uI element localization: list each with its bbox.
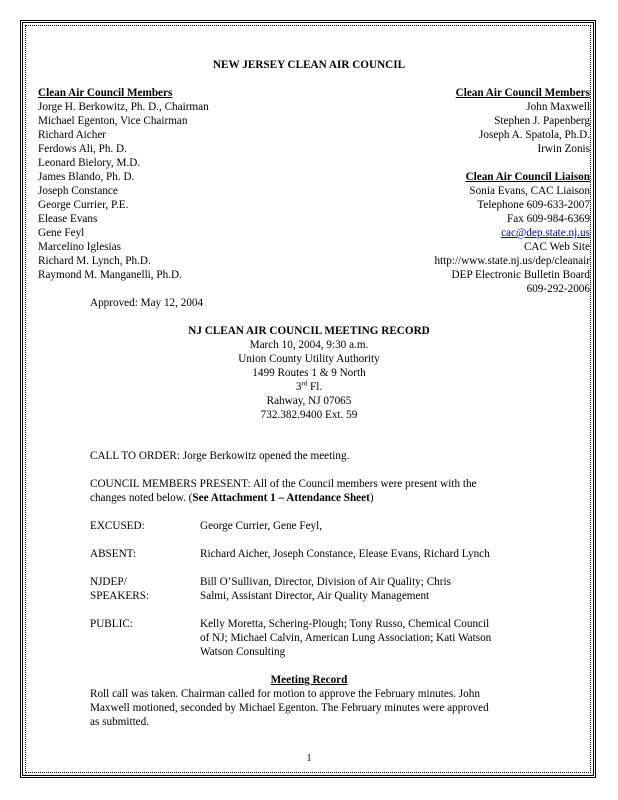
member-name: George Currier, P.E. [38,199,129,211]
excused-names: George Currier, Gene Feyl, [200,520,323,532]
meeting-floor [0,380,618,394]
floor-number: 3 [295,381,302,393]
call-to-order: CALL TO ORDER: Jorge Berkowitz opened the meeting. [90,450,350,462]
present-text: changes noted below. ( [90,492,193,504]
web-site-url[interactable]: http://www.state.nj.us/dep/cleanair [434,255,590,267]
member-name: Ferdows Ali, Ph. D. [38,143,127,155]
member-name: Stephen J. Papenberg [494,115,590,127]
member-name: Jorge H. Berkowitz, Ph. D., Chairman [38,101,209,113]
bulletin-board-label: DEP Electronic Bulletin Board [451,269,590,281]
attachment-reference: See Attachment 1 – Attendance Sheet [192,492,370,504]
member-name: Leonard Bielory, M.D. [38,157,141,169]
member-name: Irwin Zonis [537,143,590,155]
speakers-label-line1: NJDEP/ [90,576,127,588]
members-left-heading: Clean Air Council Members [38,87,173,99]
member-name: Marcelino Iglesias [38,241,121,253]
liaison-name: Sonia Evans, CAC Liaison [469,185,590,197]
public-names: Watson Consulting [200,646,286,658]
liaison-fax: Fax 609-984-6369 [507,213,590,225]
absent-label: ABSENT: [90,548,137,560]
member-name: Gene Feyl [38,227,85,239]
present-text-close: ) [369,492,374,504]
speakers-label-line2: SPEAKERS: [90,590,150,602]
speakers-names: Bill O’Sullivan, Director, Division of Air Quality; Chris [200,576,451,588]
member-name: James Blando, Ph. D. [38,171,135,183]
liaison-telephone: Telephone 609-633-2007 [477,199,590,211]
public-label: PUBLIC: [90,618,133,630]
web-site-label: CAC Web Site [523,241,590,253]
bulletin-board-phone: 609-292-2006 [526,283,590,295]
meeting-phone: 732.382.9400 Ext. 59 [260,409,358,421]
meeting-record-text: Roll call was taken. Chairman called for motion to approve the February minutes. John [90,688,480,700]
floor-ordinal: rd [301,379,308,388]
members-present-line1: COUNCIL MEMBERS PRESENT: All of the Council members were present with the [90,478,477,490]
meeting-record-title: NJ CLEAN AIR COUNCIL MEETING RECORD [188,325,430,337]
member-name: Richard Aicher [38,129,107,141]
member-name: Michael Egenton, Vice Chairman [38,115,188,127]
meeting-city: Rahway, NJ 07065 [266,395,352,407]
meeting-record-text: Maxwell motioned, seconded by Michael Egenton. The February minutes were approved [90,702,489,714]
approved-date: Approved: May 12, 2004 [90,297,204,309]
excused-label: EXCUSED: [90,520,145,532]
meeting-address: 1499 Routes 1 & 9 North [252,367,366,379]
document-title: NEW JERSEY CLEAN AIR COUNCIL [212,59,406,71]
meeting-record-text: as submitted. [90,716,150,728]
meeting-date: March 10, 2004, 9:30 a.m. [249,339,369,351]
speakers-names: Salmi, Assistant Director, Air Quality Management [200,590,430,602]
page-number: 1 [306,753,312,764]
members-right-heading: Clean Air Council Members [455,87,590,99]
members-present-line2 [90,491,374,505]
member-name: Joseph A. Spatola, Ph.D. [479,129,590,141]
public-names: Kelly Moretta, Schering-Plough; Tony Russo, Chemical Council [200,618,490,630]
member-name: Joseph Constance [38,185,118,197]
liaison-heading: Clean Air Council Liaison [465,171,590,183]
meeting-venue: Union County Utility Authority [238,353,380,365]
member-name: Richard M. Lynch, Ph.D. [38,255,151,267]
public-names: of NJ; Michael Calvin, American Lung Association; Kati Watson [200,632,492,644]
floor-suffix: Fl. [307,381,323,393]
member-name: John Maxwell [526,101,590,113]
liaison-email-link[interactable]: cac@dep.state.nj.us [501,227,590,239]
member-name: Raymond M. Manganelli, Ph.D. [38,269,182,281]
member-name: Elease Evans [38,213,98,225]
meeting-record-heading: Meeting Record [270,674,348,686]
absent-names: Richard Aicher, Joseph Constance, Elease Evans, Richard Lynch [200,548,490,560]
